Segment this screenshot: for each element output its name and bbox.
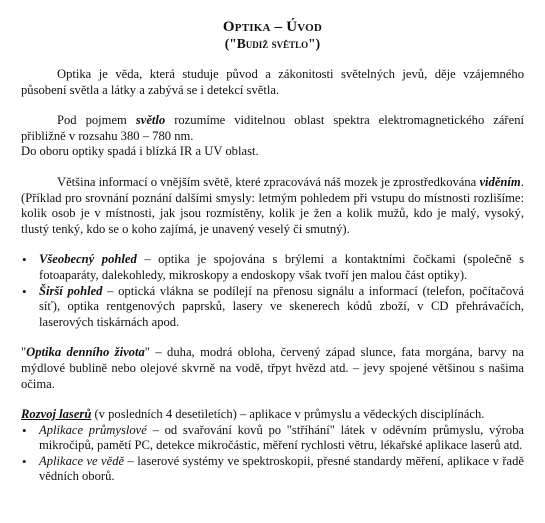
spacer (21, 392, 524, 407)
list-item (21, 454, 524, 485)
spacer (21, 160, 524, 175)
spacer (21, 330, 524, 345)
bullet-icon: • (22, 252, 27, 268)
lasers-heading-paragraph (21, 407, 524, 423)
light-definition-paragraph (21, 113, 524, 144)
vision-paragraph (21, 175, 524, 191)
list-item-text: – optika je spojována s brýlemi a kontaktními čočkami (společně s fotoaparáty, dalekohledy, mikroskopy a endoskopy však tvoří jen malou část optiky). (39, 252, 524, 282)
ir-uv-line: Do oboru optiky spadá i blízká IR a UV oblast. (21, 144, 259, 159)
list-item-term: Širší pohled (39, 283, 103, 298)
laser-applications-list (21, 423, 524, 485)
text-run: " (21, 345, 27, 360)
emphasis-lasers: Rozvoj laserů (21, 407, 92, 422)
list-item (21, 252, 524, 283)
emphasis-daily-life: Optika denního života (26, 345, 145, 360)
spacer (21, 98, 524, 113)
list-item-term: Aplikace ve vědě (39, 453, 125, 468)
spacer (21, 237, 524, 252)
text-run: . (520, 174, 524, 189)
page-subtitle: ("Budiž světlo") (224, 36, 321, 51)
document-page (21, 18, 524, 485)
text-run: Většina informací o vnějším světě, které zpracovává náš mozek je zprostředkována (57, 174, 480, 189)
text-run: (v posledních 4 desetiletích) – aplikace v průmyslu a vědeckých disciplínách. (91, 407, 485, 422)
text-run: rozumíme viditelnou oblast spektra elektromagnetického záření přibližně v rozsahu 380 – 780 nm. (21, 113, 525, 143)
list-item-text: – od svařování kovů po "stříhání" látek v oděvním průmyslu, výroba mikročipů, pamětí PC, detekce mikročástic, měření rychlosti větru, lékařské aplikace laserů atd. (39, 422, 524, 453)
senses-example-paragraph: (Příklad pro srovnání poznání dalšími smysly: letmým pohledem při vstupu do místnosti rozlišíme: kolik osob je v místnosti, jak jsou rozmístěny, kolik je žen a kolik mužů, kdo je malý, vysoký, tlustý tenký, kdo se o koho zajímá, je unavený veselý či smutný). (21, 190, 524, 236)
page-title: Optika – Úvod (222, 19, 323, 35)
list-item-term: Aplikace průmyslové (39, 422, 147, 437)
bullet-icon: • (22, 422, 27, 438)
bullet-icon: • (22, 283, 27, 299)
list-item-text: – optická vlákna se podílejí na přenosu signálu a informací (telefon, počítačová síť), optika rentgenových paprsků, lasery ve skenerech kódů zboží, v CD přehrávačích, laserových tiskárnách apod. (39, 283, 525, 329)
list-item-term: Všeobecný pohled (39, 252, 137, 267)
intro-paragraph: Optika je věda, která studuje původ a zákonitosti světelných jevů, děje vzájemného působení světla a látky a zabývá se i detekcí světla. (21, 67, 524, 97)
text-run: Pod pojmem (57, 113, 136, 128)
emphasis-vision: viděním (479, 174, 521, 189)
text-run: " (144, 345, 150, 360)
bullet-icon: • (22, 453, 27, 469)
emphasis-light: světlo (135, 113, 166, 128)
views-list (21, 252, 524, 330)
list-item (21, 423, 524, 454)
text-run: – duha, modrá obloha, červený západ slunce, fata morgána, barvy na mýdlové bublině nebo olejové skvrně na vodě, třpyt hvězd atd. – jevy spojené většinou s našima očima. (21, 345, 525, 391)
list-item (21, 284, 524, 331)
list-item-text: – laserové systémy ve spektroskopii, přesné standardy měření, aplikace v řadě vědních oborů. (39, 453, 524, 484)
daily-life-paragraph (21, 345, 524, 392)
